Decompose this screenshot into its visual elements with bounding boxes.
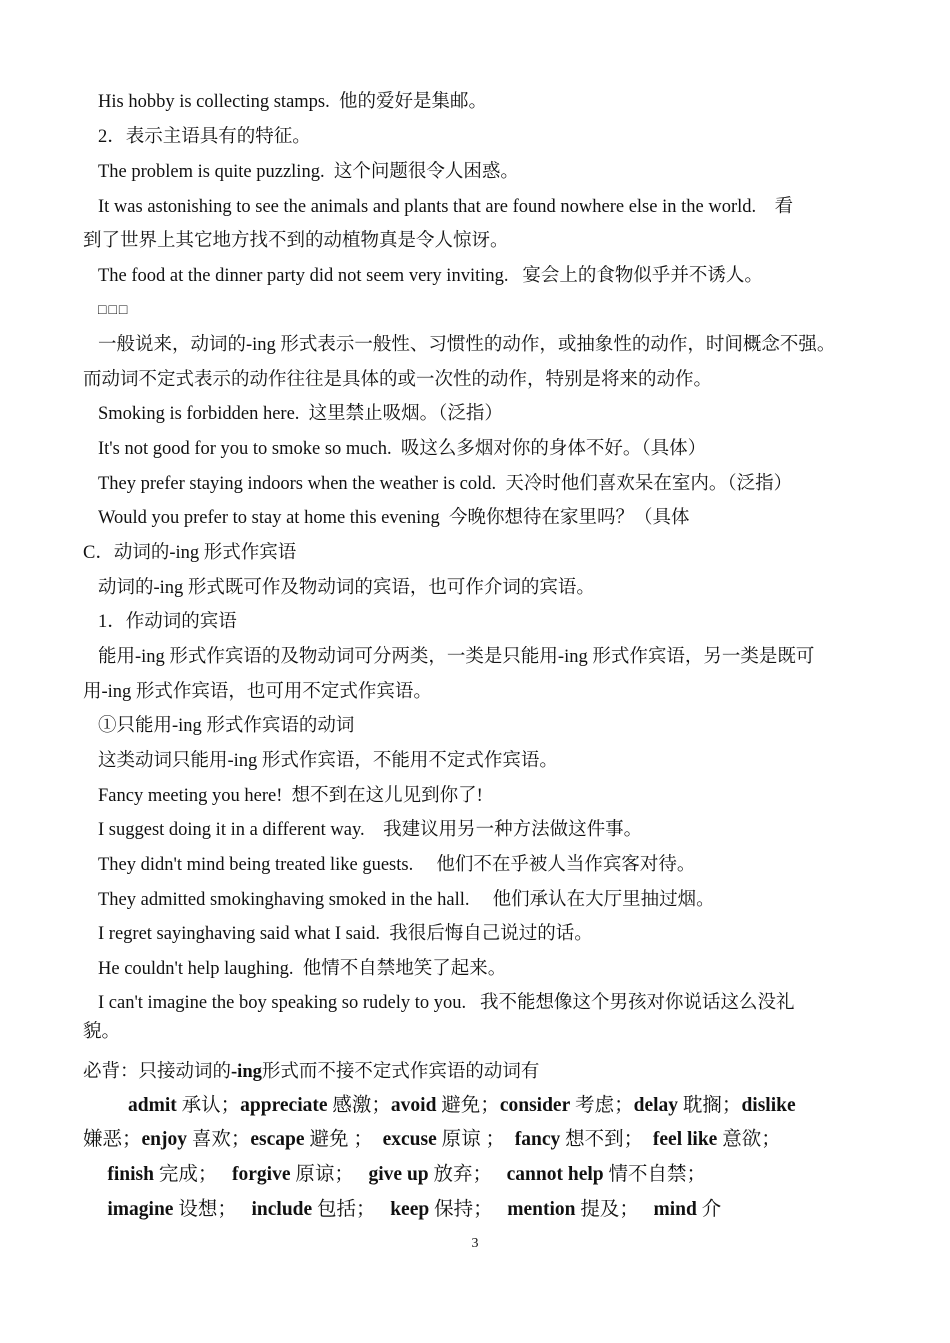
text-line: Would you prefer to stay at home this evening 今晚你想待在家里吗？（具体 xyxy=(98,508,690,528)
must-recite-bold: -ing xyxy=(231,1062,262,1082)
vocab-meaning: 考虑； xyxy=(575,1095,634,1116)
vocab-line xyxy=(83,1198,721,1222)
vocab-meaning: 想不到； xyxy=(565,1129,644,1150)
vocab-word: admit xyxy=(128,1095,177,1116)
section-heading: 2．表示主语具有的特征。 xyxy=(98,127,311,147)
text-line: It's not good for you to smoke so much. 吸这么多烟对你的身体不好。（具体） xyxy=(98,439,707,459)
must-recite-suffix: 形式而不接不定式作宾语的动词有 xyxy=(261,1062,540,1082)
text-line: ①只能用-ing 形式作宾语的动词 xyxy=(98,716,355,736)
text-line: I can't imagine the boy speaking so rudely to you. 我不能想像这个男孩对你说话这么没礼 xyxy=(98,993,795,1013)
vocab-meaning: 意欲； xyxy=(722,1129,781,1150)
text-line: 到了世界上其它地方找不到的动植物真是令人惊讶。 xyxy=(83,231,509,251)
vocab-meaning: 承认； xyxy=(181,1095,241,1116)
vocab-word: dislike xyxy=(741,1095,796,1116)
vocab-word: include xyxy=(251,1199,313,1220)
vocab-word: consider xyxy=(499,1095,571,1116)
section-heading: C．动词的-ing 形式作宾语 xyxy=(83,543,297,563)
text-line: 动词的-ing 形式既可作及物动词的宾语，也可作介词的宾语。 xyxy=(98,578,595,598)
text-line: They admitted smokinghaving smoked in the hall. 他们承认在大厅里抽过烟。 xyxy=(98,890,715,910)
vocab-meaning: 放弃； xyxy=(433,1164,493,1185)
placeholder-glyphs: □□□ xyxy=(98,303,130,318)
text-line: Smoking is forbidden here. 这里禁止吸烟。（泛指） xyxy=(98,404,503,424)
vocab-word: cannot help xyxy=(506,1164,604,1185)
must-recite-prefix: 必背：只接动词的 xyxy=(83,1062,232,1082)
vocab-word: mention xyxy=(507,1199,576,1220)
vocab-meaning: 情不自禁； xyxy=(608,1164,707,1185)
text-line: 貌。 xyxy=(83,1022,121,1042)
vocab-meaning: 原谅； xyxy=(295,1164,354,1185)
vocab-line xyxy=(83,1163,706,1187)
vocab-line xyxy=(83,1128,781,1152)
text-line: 能用-ing 形式作宾语的及物动词可分两类，一类是只能用-ing 形式作宾语，另一类是既可 xyxy=(98,647,815,667)
vocab-meaning: 包括； xyxy=(317,1199,376,1220)
vocab-line xyxy=(128,1094,796,1118)
vocab-meaning: 介 xyxy=(701,1199,722,1220)
vocab-meaning: 设想； xyxy=(178,1199,237,1220)
text-line: 而动词不定式表示的动作往往是具体的或一次性的动作，特别是将来的动作。 xyxy=(83,370,713,390)
vocab-meaning: 喜欢； xyxy=(191,1129,251,1150)
text-line: His hobby is collecting stamps. 他的爱好是集邮。 xyxy=(98,92,487,112)
must-recite-heading xyxy=(83,1060,539,1084)
vocab-meaning: 嫌恶； xyxy=(83,1129,142,1150)
vocab-word: keep xyxy=(390,1199,430,1220)
text-line: The food at the dinner party did not seem very inviting. 宴会上的食物似乎并不诱人。 xyxy=(98,266,763,286)
vocab-meaning: 耽搁； xyxy=(682,1095,742,1116)
vocab-word: give up xyxy=(368,1164,429,1185)
vocab-word: feel like xyxy=(652,1129,718,1150)
vocab-word: delay xyxy=(633,1095,679,1116)
text-line: They prefer staying indoors when the weather is cold. 天冷时他们喜欢呆在室内。（泛指） xyxy=(98,474,793,494)
text-line: I suggest doing it in a different way. 我建议用另一种方法做这件事。 xyxy=(98,820,643,840)
vocab-meaning: 避免； xyxy=(441,1095,500,1116)
text-line: 一般说来，动词的-ing 形式表示一般性、习惯性的动作，或抽象性的动作，时间概念不强。 xyxy=(98,335,836,355)
text-line: I regret sayinghaving said what I said. 我很后悔自己说过的话。 xyxy=(98,924,593,944)
text-line: It was astonishing to see the animals and plants that are found nowhere else in the world. 看 xyxy=(98,197,794,217)
vocab-word: enjoy xyxy=(141,1129,188,1150)
vocab-word: appreciate xyxy=(240,1095,328,1116)
text-line: He couldn't help laughing. 他情不自禁地笑了起来。 xyxy=(98,959,507,979)
vocab-word: avoid xyxy=(390,1095,437,1116)
vocab-meaning: 提及； xyxy=(580,1199,639,1220)
vocab-word: finish xyxy=(107,1164,154,1185)
vocab-word: imagine xyxy=(107,1199,174,1220)
text-line: They didn't mind being treated like guests. 他们不在乎被人当作宾客对待。 xyxy=(98,855,696,875)
page-number: 3 xyxy=(471,1236,479,1251)
text-line: 这类动词只能用-ing 形式作宾语，不能用不定式作宾语。 xyxy=(98,751,558,771)
vocab-word: excuse xyxy=(382,1129,437,1150)
vocab-word: mind xyxy=(653,1199,697,1220)
vocab-meaning: 保持； xyxy=(434,1199,493,1220)
text-line: 用-ing 形式作宾语，也可用不定式作宾语。 xyxy=(83,682,432,702)
vocab-word: fancy xyxy=(514,1129,561,1150)
text-line: The problem is quite puzzling. 这个问题很令人困惑。 xyxy=(98,162,519,182)
vocab-word: forgive xyxy=(232,1164,291,1185)
subsection-heading: 1．作动词的宾语 xyxy=(98,612,237,632)
text-line: Fancy meeting you here! 想不到在这儿见到你了! xyxy=(98,786,483,806)
vocab-meaning: 原谅 ； xyxy=(441,1129,505,1150)
vocab-meaning: 避免 ； xyxy=(309,1129,373,1150)
vocab-word: escape xyxy=(250,1129,305,1150)
vocab-meaning: 感激； xyxy=(332,1095,391,1116)
vocab-meaning: 完成； xyxy=(158,1164,218,1185)
